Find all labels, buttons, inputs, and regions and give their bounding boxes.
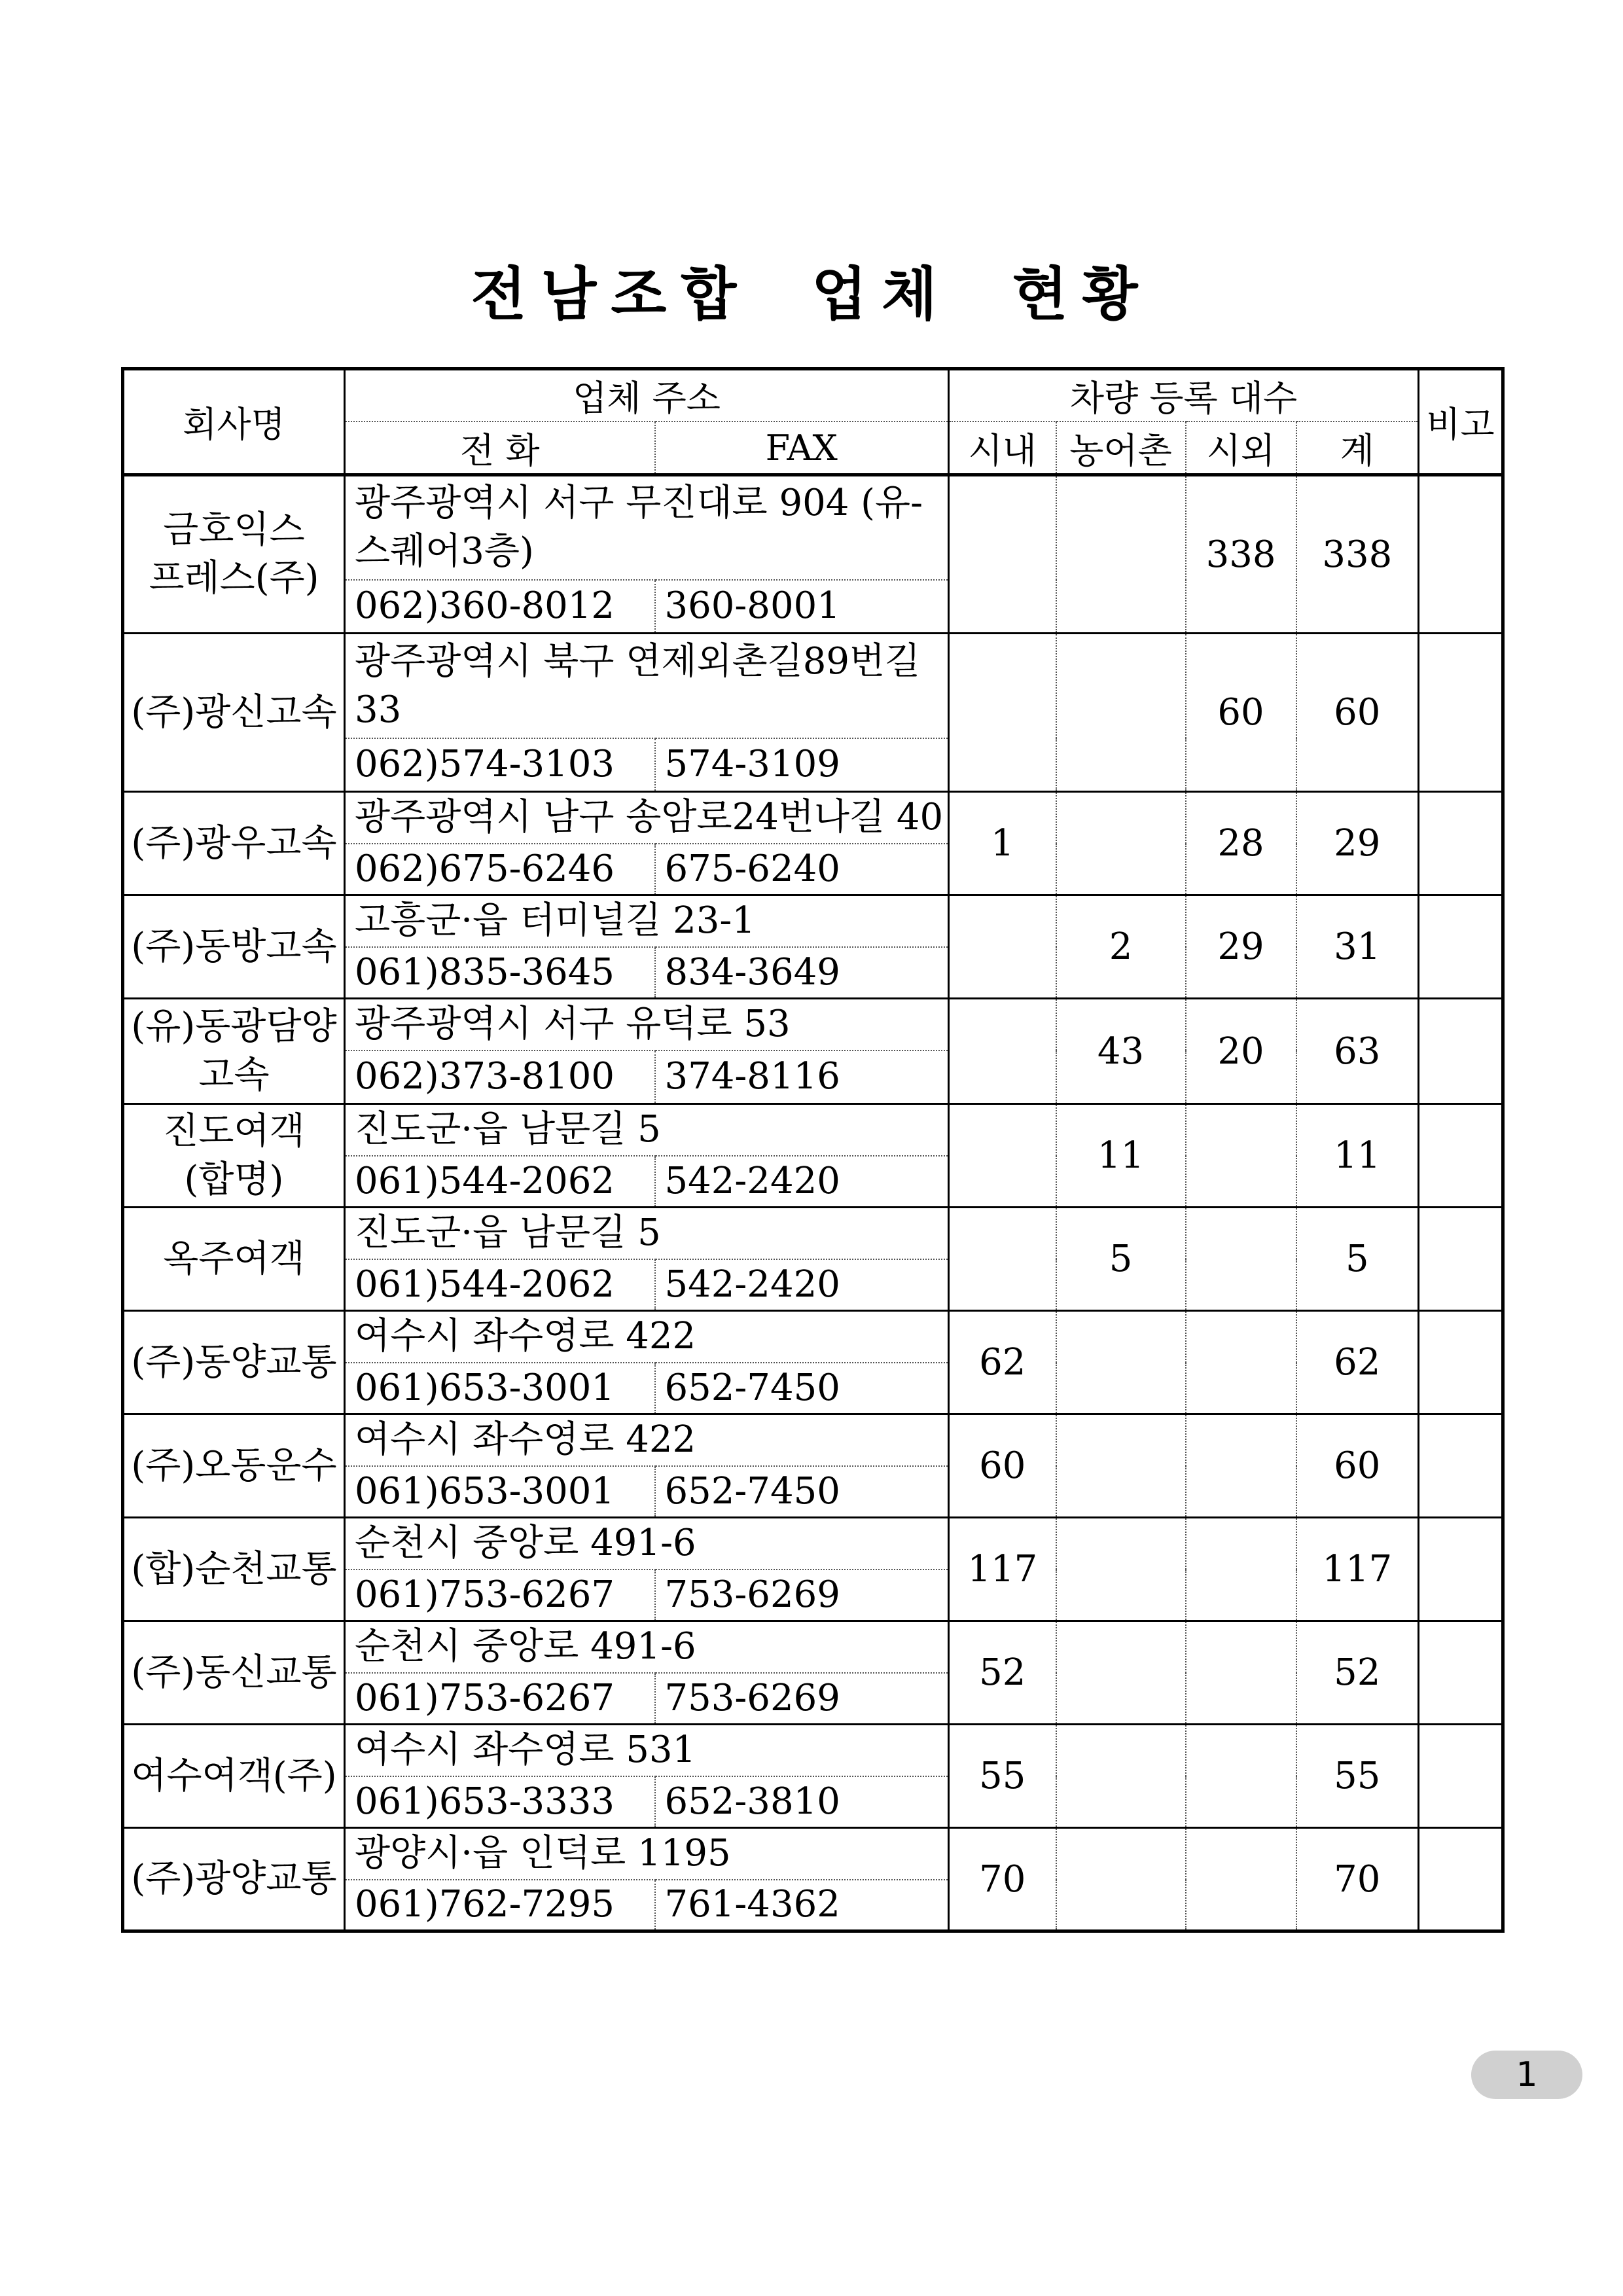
note-cell	[1419, 1104, 1503, 1208]
note-cell	[1419, 1518, 1503, 1621]
count-rural	[1056, 1828, 1186, 1931]
fax-number: 652-7450	[655, 1363, 949, 1414]
count-intercity	[1186, 1725, 1296, 1828]
phone-number: 061)544-2062	[345, 1259, 655, 1311]
company-name: (주)광신고속	[131, 691, 337, 734]
company-address: 여수시 좌수영로 531	[345, 1725, 949, 1776]
count-intercity	[1186, 1518, 1296, 1621]
company-address: 진도군·읍 남문길 5	[345, 1208, 949, 1259]
count-total: 117	[1296, 1518, 1419, 1621]
count-intercity	[1186, 1621, 1296, 1725]
count-intercity	[1186, 1311, 1296, 1414]
fax-number: 753-6269	[655, 1570, 949, 1621]
fax-number: 374-8116	[655, 1050, 949, 1104]
count-total: 60	[1296, 1414, 1419, 1518]
count-intercity	[1186, 1828, 1296, 1931]
count-total: 63	[1296, 999, 1419, 1104]
count-total: 52	[1296, 1621, 1419, 1725]
company-table	[121, 367, 1505, 1933]
count-city	[949, 999, 1056, 1104]
company-address: 여수시 좌수영로 422	[345, 1311, 949, 1363]
count-total: 338	[1296, 475, 1419, 634]
count-city	[949, 1208, 1056, 1311]
company-address: 광주광역시 북구 연제외촌길89번길 33	[345, 634, 949, 738]
fax-number: 834-3649	[655, 947, 949, 999]
fax-number: 542-2420	[655, 1259, 949, 1311]
company-name: (주)오동운수	[131, 1444, 337, 1487]
count-intercity	[1186, 1414, 1296, 1518]
page-number-badge: 1	[1471, 2051, 1582, 2099]
table-row	[123, 634, 1503, 738]
fax-number: 360-8001	[655, 580, 949, 634]
header-note: 비고	[1419, 369, 1503, 475]
table-row	[123, 475, 1503, 580]
table-row	[123, 1828, 1503, 1880]
count-rural: 43	[1056, 999, 1186, 1104]
count-rural	[1056, 634, 1186, 792]
company-name: (주)광우고속	[131, 821, 337, 865]
company-address: 광주광역시 남구 송암로24번나길 40	[345, 792, 949, 844]
table-row	[123, 1311, 1503, 1363]
phone-number: 061)653-3001	[345, 1363, 655, 1414]
count-city	[949, 1104, 1056, 1208]
page-title: 전남조합 업체 현황	[471, 260, 1152, 328]
company-name: 여수여객(주)	[131, 1754, 337, 1797]
count-intercity: 338	[1186, 475, 1296, 634]
company-name: 금호익스 프레스(주)	[149, 509, 319, 600]
count-total: 31	[1296, 895, 1419, 999]
count-city	[949, 895, 1056, 999]
header-company: 회사명	[183, 404, 285, 445]
note-cell	[1419, 792, 1503, 895]
company-name: (주)동신교통	[131, 1651, 337, 1694]
phone-number: 061)835-3645	[345, 947, 655, 999]
table-row	[123, 1414, 1503, 1466]
company-name: 진도여객 (합명)	[163, 1109, 305, 1201]
phone-number: 062)574-3103	[345, 738, 655, 792]
count-rural	[1056, 1311, 1186, 1414]
header-vehicles: 차량 등록 대수	[949, 369, 1419, 422]
header-address: 업체 주소	[345, 369, 949, 422]
count-city: 70	[949, 1828, 1056, 1931]
note-cell	[1419, 895, 1503, 999]
company-name: (주)동양교통	[131, 1340, 337, 1384]
count-intercity: 28	[1186, 792, 1296, 895]
count-rural: 5	[1056, 1208, 1186, 1311]
count-city: 117	[949, 1518, 1056, 1621]
fax-number: 675-6240	[655, 844, 949, 895]
phone-number: 062)675-6246	[345, 844, 655, 895]
phone-number: 061)762-7295	[345, 1880, 655, 1931]
company-address: 고흥군·읍 터미널길 23-1	[345, 895, 949, 947]
note-cell	[1419, 1828, 1503, 1931]
count-total: 29	[1296, 792, 1419, 895]
phone-number: 061)753-6267	[345, 1673, 655, 1725]
count-city: 62	[949, 1311, 1056, 1414]
table-row	[123, 999, 1503, 1050]
count-rural: 11	[1056, 1104, 1186, 1208]
count-rural	[1056, 1414, 1186, 1518]
company-name: (합)순천교통	[131, 1547, 337, 1590]
fax-number: 753-6269	[655, 1673, 949, 1725]
fax-number: 542-2420	[655, 1156, 949, 1208]
count-total: 60	[1296, 634, 1419, 792]
phone-number: 062)360-8012	[345, 580, 655, 634]
count-city: 1	[949, 792, 1056, 895]
note-cell	[1419, 634, 1503, 792]
header-intercity: 시외	[1186, 422, 1296, 475]
phone-number: 061)753-6267	[345, 1570, 655, 1621]
company-address: 광주광역시 서구 무진대로 904 (유-스퀘어3층)	[345, 475, 949, 580]
count-rural	[1056, 792, 1186, 895]
note-cell	[1419, 1311, 1503, 1414]
company-address: 광양시·읍 인덕로 1195	[345, 1828, 949, 1880]
company-name: (주)동방고속	[131, 925, 337, 968]
count-total: 5	[1296, 1208, 1419, 1311]
count-total: 11	[1296, 1104, 1419, 1208]
count-intercity: 20	[1186, 999, 1296, 1104]
company-name: 옥주여객	[163, 1237, 305, 1280]
header-rural: 농어촌	[1056, 422, 1186, 475]
count-rural	[1056, 1621, 1186, 1725]
note-cell	[1419, 1621, 1503, 1725]
count-intercity	[1186, 1208, 1296, 1311]
count-total: 62	[1296, 1311, 1419, 1414]
count-total: 55	[1296, 1725, 1419, 1828]
note-cell	[1419, 1414, 1503, 1518]
header-city: 시내	[949, 422, 1056, 475]
company-address: 여수시 좌수영로 422	[345, 1414, 949, 1466]
note-cell	[1419, 999, 1503, 1104]
count-city: 55	[949, 1725, 1056, 1828]
count-rural: 2	[1056, 895, 1186, 999]
header-total: 계	[1296, 422, 1419, 475]
company-name: (유)동광담양 고속	[131, 1005, 337, 1096]
company-address: 순천시 중앙로 491-6	[345, 1518, 949, 1570]
phone-number: 061)653-3001	[345, 1466, 655, 1518]
table-body	[123, 475, 1503, 1931]
table-row	[123, 1621, 1503, 1673]
fax-number: 652-7450	[655, 1466, 949, 1518]
count-city: 52	[949, 1621, 1056, 1725]
table-row	[123, 895, 1503, 947]
count-city	[949, 475, 1056, 634]
phone-number: 062)373-8100	[345, 1050, 655, 1104]
phone-number: 061)653-3333	[345, 1776, 655, 1828]
count-rural	[1056, 475, 1186, 634]
table-row	[123, 792, 1503, 844]
note-cell	[1419, 475, 1503, 634]
header-tel: 전 화	[345, 422, 655, 475]
note-cell	[1419, 1725, 1503, 1828]
count-rural	[1056, 1518, 1186, 1621]
header-fax: FAX	[655, 422, 949, 475]
count-intercity: 60	[1186, 634, 1296, 792]
phone-number: 061)544-2062	[345, 1156, 655, 1208]
company-address: 진도군·읍 남문길 5	[345, 1104, 949, 1156]
table-row	[123, 1208, 1503, 1259]
fax-number: 574-3109	[655, 738, 949, 792]
company-address: 광주광역시 서구 유덕로 53	[345, 999, 949, 1050]
company-address: 순천시 중앙로 491-6	[345, 1621, 949, 1673]
table-row	[123, 1725, 1503, 1776]
company-name: (주)광양교통	[131, 1857, 337, 1900]
note-cell	[1419, 1208, 1503, 1311]
count-intercity	[1186, 1104, 1296, 1208]
fax-number: 761-4362	[655, 1880, 949, 1931]
count-total: 70	[1296, 1828, 1419, 1931]
count-intercity: 29	[1186, 895, 1296, 999]
table-row	[123, 1104, 1503, 1156]
count-city: 60	[949, 1414, 1056, 1518]
count-city	[949, 634, 1056, 792]
count-rural	[1056, 1725, 1186, 1828]
fax-number: 652-3810	[655, 1776, 949, 1828]
table-row	[123, 1518, 1503, 1570]
table-header	[123, 369, 1503, 475]
